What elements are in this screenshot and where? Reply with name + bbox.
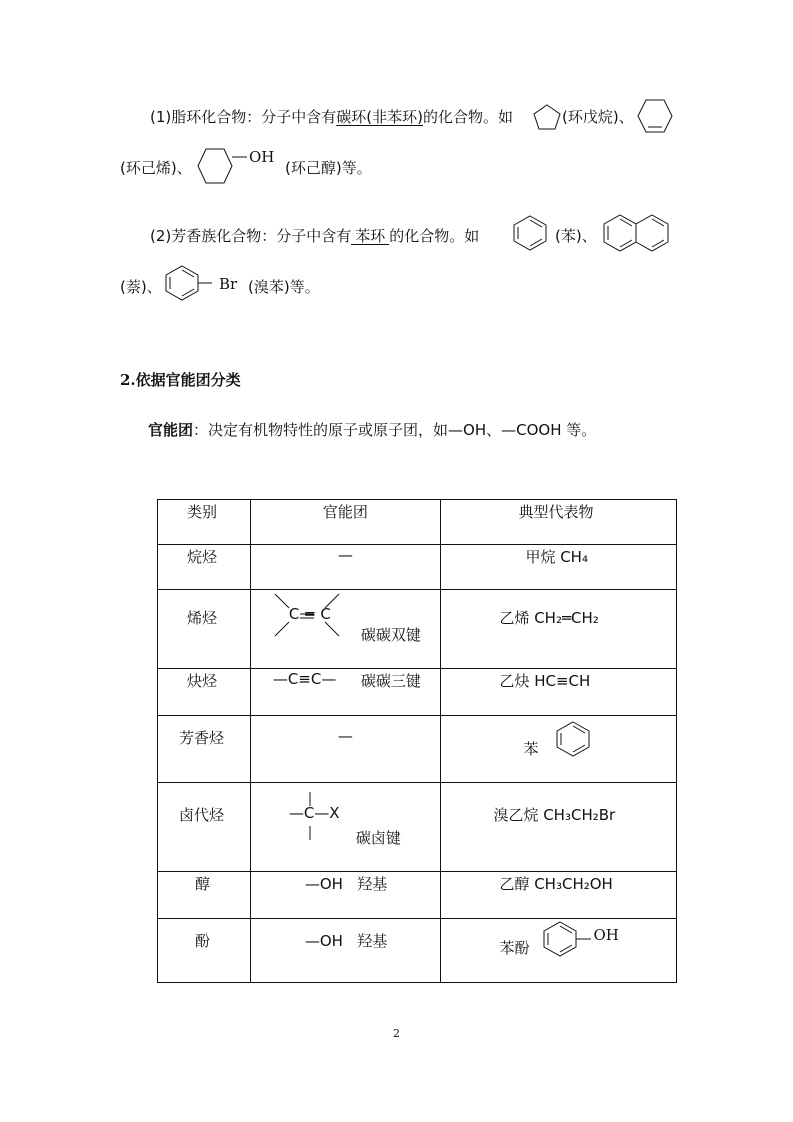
category-halide: 卤代烃: [179, 806, 225, 824]
rep-phenol: 苯酚: [499, 939, 530, 957]
definition-term: 官能团: [148, 421, 194, 439]
para2-after: 的化合物。如: [389, 227, 480, 245]
rep-alcohol: 乙醇 CH₃CH₂OH: [499, 875, 613, 893]
group-name-halide: 碳卤键: [355, 829, 401, 847]
page-number: 2: [393, 1027, 400, 1040]
para2-ex3-label: (溴苯)等。: [248, 278, 320, 296]
category-phenol: 酚: [195, 932, 211, 950]
rep-alkane: 甲烷 CH₄: [525, 548, 588, 566]
table-row: [158, 545, 677, 590]
category-alcohol: 醇: [195, 875, 211, 893]
group-aromatic: —: [337, 727, 353, 745]
group-phenol: —OH 羟基: [304, 932, 388, 950]
header-category: 类别: [187, 503, 218, 521]
header-group: 官能团: [322, 503, 368, 521]
rep-alkyne: 乙炔 HC≡CH: [499, 672, 591, 690]
para2-lead: (2)芳香族化合物：分子中含有: [150, 227, 352, 245]
rep-aromatic: 苯: [523, 740, 539, 758]
section2-heading: 2.依据官能团分类: [120, 371, 241, 389]
para1-ex3-label: (环己醇)等。: [285, 159, 372, 177]
table-row: [158, 872, 677, 919]
phenol-oh: OH: [593, 926, 619, 944]
group-alcohol: —OH 羟基: [304, 875, 388, 893]
cyclohexanol-structure: [197, 148, 249, 184]
bromobenzene-structure: [165, 265, 213, 301]
definition-text: ：决定有机物特性的原子或原子团，如—OH、—COOH 等。: [193, 421, 597, 439]
cyclohexene-structure: [637, 98, 673, 134]
para2-ex1-label: (苯)、: [555, 227, 597, 245]
table-row: [158, 783, 677, 872]
table-row: [158, 919, 677, 983]
header-representative: 典型代表物: [518, 503, 594, 521]
naphthalene-structure: [603, 214, 669, 252]
group-name-alkyne: 碳碳三键: [360, 672, 421, 690]
table-row: [158, 716, 677, 783]
category-aromatic: 芳香烃: [179, 729, 225, 747]
section2-definition: [148, 419, 596, 440]
bromobenzene-br: Br: [219, 275, 238, 293]
para1-ex2-label: (环己烯)、: [120, 159, 192, 177]
table-row: [158, 669, 677, 716]
para2-line1: [150, 225, 479, 246]
para1-after: 的化合物。如: [422, 108, 513, 126]
rep-alkene: 乙烯 CH₂═CH₂: [499, 609, 599, 627]
para1-highlight: 碳环(非苯环): [336, 108, 423, 126]
table-benzene-structure: [556, 721, 590, 757]
rep-halide: 溴乙烷 CH₃CH₂Br: [493, 806, 616, 824]
para1-lead: (1)脂环化合物：分子中含有: [150, 108, 337, 126]
table-row: [158, 590, 677, 669]
group-name-alkene: 碳碳双键: [360, 626, 421, 644]
group-alkyne: —C≡C—: [272, 670, 337, 688]
table-header-row: [158, 500, 677, 545]
phenol-structure: [543, 921, 593, 957]
cyclopentane-structure: [533, 104, 561, 130]
category-alkyne: 炔烃: [187, 672, 218, 690]
category-alkene: 烯烃: [187, 609, 218, 627]
group-alkane: —: [337, 546, 353, 564]
para1-ex1-label: (环戊烷)、: [562, 108, 634, 126]
group-alkene: C═C: [288, 605, 337, 623]
para1-line1: [150, 106, 513, 127]
functional-group-table: [157, 499, 677, 983]
cyclohexanol-oh: OH: [249, 148, 275, 166]
category-alkane: 烷烃: [187, 548, 218, 566]
benzene-structure: [513, 215, 547, 251]
group-halide: —C—X: [288, 804, 340, 822]
para2-ex2-label: (萘)、: [120, 278, 162, 296]
para2-blank: 苯环: [351, 228, 389, 245]
